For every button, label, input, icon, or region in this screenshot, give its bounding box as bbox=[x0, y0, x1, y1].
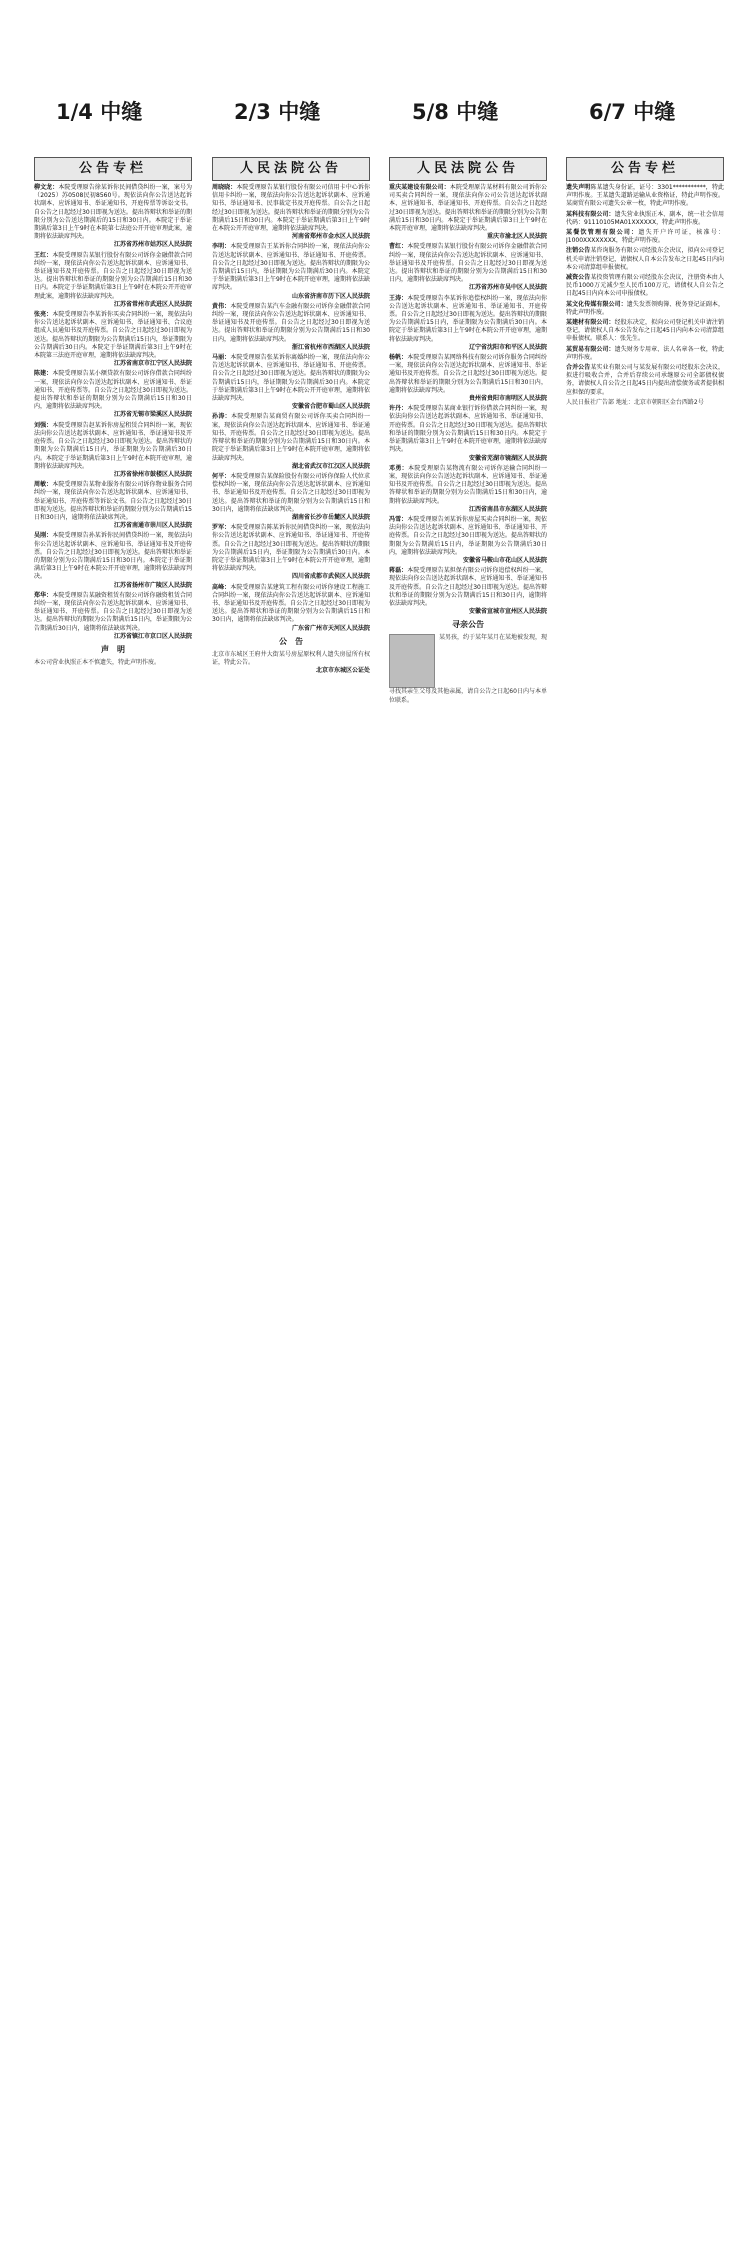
heading-col-1: 1/4 中缝 bbox=[56, 100, 143, 124]
notice-text: 陈某遗失身份证，证号：3301***********，特此声明作废。王某遗失道路运输从业资格证，特此声明作废。某商贸有限公司遗失公章一枚，特此声明作废。 bbox=[566, 184, 724, 208]
notice-court: 湖南省长沙市岳麓区人民法院 bbox=[291, 513, 370, 521]
notice-addressee: 冯雪： bbox=[389, 515, 408, 523]
notice-court: 安徽省芜湖市镜湖区人民法院 bbox=[468, 454, 547, 462]
notice-court: 湖北省武汉市江汉区人民法院 bbox=[291, 462, 370, 470]
notice-text: 本院受理原告孙某诉你民间借贷纠纷一案，现依法向你公告送达起诉状副本、应诉通知书、举证通知书及开庭传票。自公告之日起经过30日即视为送达。提出答辩状和举证的期限分别为公告期满后15日和30日内。本院定于举证期满后第3日上午9时在本院公开开庭审理，逾期将依法缺席判决。 bbox=[34, 532, 192, 581]
notice-entry bbox=[566, 274, 724, 299]
notice-addressee: 周晓晓： bbox=[212, 184, 237, 191]
notice-entry bbox=[212, 184, 370, 241]
notice-text: 本院受理原告赵某诉你房屋租赁合同纠纷一案，现依法向你公告送达起诉状副本、应诉通知书、举证通知书及开庭传票。自公告之日起经过30日即视为送达。提出答辩状的期限为公告期满后15日内，举证期限为公告期满后30日内。本院定于举证期满后第3日上午9时在本院开庭审理，逾期将依法缺席判决。 bbox=[34, 421, 192, 470]
notice-court: 安徽省马鞍山市花山区人民法院 bbox=[462, 556, 547, 564]
notice-entry bbox=[34, 481, 192, 530]
notice-text: 本院受理原告某银行股份有限公司信用卡中心诉你信用卡纠纷一案，现依法向你公告送达起诉状副本、应诉通知书、举证通知书、民事裁定书及开庭传票。自公告之日起经过30日即视为送达。提出答辩状和举证的期限分别为公告期满后15日和30日内。本院定于举证期满后第3日上午9时在本院公开开庭审理，逾期将依法缺席判决。 bbox=[212, 184, 370, 233]
heading-col-4: 6/7 中缝 bbox=[589, 100, 676, 124]
notice-text: 经股东决定，拟向公司登记机关申请注销登记，请债权人自本公告发布之日起45日内向本公司清算组申报债权。联系人：张先生。 bbox=[566, 319, 724, 343]
section-signature: 北京市东城区公证处 bbox=[315, 667, 370, 675]
notice-court: 重庆市渝北区人民法院 bbox=[486, 233, 547, 241]
notice-entry bbox=[212, 243, 370, 300]
notice-court: 贵州省贵阳市南明区人民法院 bbox=[468, 395, 547, 403]
column-title: 公告专栏 bbox=[566, 157, 724, 181]
notice-text: 本院受理原告某网络科技有限公司诉你服务合同纠纷一案，现依法向你公告送达起诉状副本、应诉通知书、举证通知书及开庭传票。自公告之日起经过30日即视为送达。提出答辩状和举证的期限分别为公告期满后15日和30日内，逾期将依法缺席判决。 bbox=[389, 354, 547, 394]
notice-text: 本院受理原告陈某诉你民间借贷纠纷一案，现依法向你公告送达起诉状副本、应诉通知书、举证通知书、开庭传票。自公告之日起经过30日即视为送达。提出答辩状的期限为公告期满后15日内，举证期限为公告期满后30日内。本院定于举证期满后第3日上午9时在本院公开开庭审理，逾期将依法缺席判决。 bbox=[212, 524, 370, 573]
notice-entry bbox=[34, 252, 192, 309]
notice-text: 本院受理原告李某诉你买卖合同纠纷一案，现依法向你公告送达起诉状副本、应诉通知书、举证通知书、合议庭组成人员通知书及开庭传票。自公告之日起经过30日即视为送达。提出答辩状的期限为公告期满后15日内，举证期限为公告期满后30日内。本院定于举证期满后第3日上午9时在本院第三法庭开庭审理，逾期将依法缺席判决。 bbox=[34, 311, 192, 360]
section-text: 北京市东城区王府井大街某号房屋原权利人遗失房屋所有权证，特此公告。 bbox=[212, 650, 370, 666]
notice-addressee: 王红： bbox=[34, 251, 53, 259]
notice-text: 本院受理原告某银行股份有限公司诉你金融借款合同纠纷一案，现依法向你公告送达起诉状副本、应诉通知书、举证通知书及开庭传票。自公告之日起经过30日即视为送达。提出答辩状和举证的期限分别为公告期满后15日和30日内，逾期将依法缺席判决。 bbox=[389, 243, 547, 284]
notice-addressee: 张亮： bbox=[34, 311, 53, 319]
notice-entry bbox=[389, 405, 547, 462]
notice-entry bbox=[34, 184, 192, 250]
notice-addressee: 重庆某建设有限公司： bbox=[389, 184, 450, 191]
notice-text: 本院受理原告某融资租赁有限公司诉你融资租赁合同纠纷一案，现依法向你公告送达起诉状副本、应诉通知书、举证通知书、开庭传票。自公告之日起经过30日即视为送达。提出答辩状的期限为公告期满后15日内，举证期限为公告期满后30日内，逾期将依法缺席判决。 bbox=[34, 591, 192, 632]
notice-text: 本院受理原告某商业银行诉你借款合同纠纷一案，现依法向你公告送达起诉状副本、应诉通知书、举证通知书、开庭传票。自公告之日起经过30日即视为送达。提出答辩状和举证的期限分别为公告期满后15日和30日内。本院定于举证期满后第3日上午9时在本院开庭审理，逾期将依法缺席判决。 bbox=[389, 405, 547, 454]
column-3 bbox=[389, 157, 547, 2245]
notice-court: 江苏省无锡市梁溪区人民法院 bbox=[113, 411, 192, 419]
column-2 bbox=[212, 157, 370, 2245]
notice-addressee: 某建材有限公司： bbox=[566, 319, 615, 327]
notice-addressee: 遗失声明 bbox=[566, 184, 591, 191]
heading-col-2: 2/3 中缝 bbox=[234, 100, 321, 124]
notice-text: 本院受理原告某小额贷款有限公司诉你借款合同纠纷一案，现依法向你公告送达起诉状副本、应诉通知书、举证通知书、开庭传票等。自公告之日起经过30日即视为送达。提出答辩状和举证的期限分别为公告期满后15日和30日内，逾期将依法缺席判决。 bbox=[34, 370, 192, 411]
notice-text: 某实业有限公司与某发展有限公司经股东会决议，拟进行吸收合并，合并后存续公司承继原公司全部债权债务，请债权人自公告之日起45日内提出清偿债务或者提供相应担保的要求。 bbox=[566, 364, 724, 396]
section-subheading: 声 明 bbox=[101, 644, 125, 654]
notice-entry bbox=[566, 184, 724, 209]
notice-addressee: 吴刚： bbox=[34, 532, 53, 540]
notice-text: 本院受理原告李某诉你追偿权纠纷一案，现依法向你公告送达起诉状副本、应诉通知书、举证通知书、开庭传票。自公告之日起经过30日即视为送达。提出答辩状的期限为公告期满后15日内，举证期限为公告期满后30日内。本院定于举证期满后第3日上午9时在本院公开开庭审理，逾期将依法缺席判决。 bbox=[389, 294, 547, 343]
notice-addressee: 柳文龙： bbox=[34, 184, 59, 191]
notice-entry bbox=[34, 311, 192, 368]
notice-addressee: 杨帆： bbox=[389, 354, 408, 362]
heading-col-3: 5/8 中缝 bbox=[412, 100, 499, 124]
notice-entry bbox=[566, 319, 724, 344]
notice-court: 浙江省杭州市西湖区人民法院 bbox=[291, 343, 370, 351]
notice-addressee: 马丽： bbox=[212, 354, 231, 362]
column-1 bbox=[34, 157, 192, 2245]
notice-addressee: 某科技有限公司： bbox=[566, 210, 615, 218]
column-title: 人民法院公告 bbox=[212, 157, 370, 181]
notice-court: 江苏省镇江市京口区人民法院 bbox=[113, 632, 192, 640]
notice-addressee: 罗军： bbox=[212, 524, 231, 532]
notice-entry bbox=[566, 211, 724, 227]
notice-entry bbox=[34, 422, 192, 479]
notice-addressee: 李明： bbox=[212, 243, 231, 251]
notice-text: 本院受理原告某保险股份有限公司诉你保险人代位求偿权纠纷一案，现依法向你公告送达起诉状副本、应诉通知书、举证通知书及开庭传票。自公告之日起经过30日即视为送达。提出答辩状和举证的期限分别为公告期满后15日和30日内，逾期将依法缺席判决。 bbox=[212, 472, 370, 513]
notice-court: 辽宁省沈阳市和平区人民法院 bbox=[468, 343, 547, 351]
notice-addressee: 曹红： bbox=[389, 243, 408, 251]
column-title: 公告专栏 bbox=[34, 157, 192, 181]
notice-text: 本院受理原告徐某诉你民间借贷纠纷一案，案号为（2025）苏0508民初8560号。现依法向你公告送达起诉状副本、应诉通知书、举证通知书、开庭传票等诉讼文书。自公告之日起经过30日即视为送达。提出答辩状和举证的期限分别为公告送达期满后的15日和30日内。本院定于举证期满后第3日上午9时在本院第七法庭公开开庭审理此案，逾期将依法缺席判决。 bbox=[34, 184, 192, 241]
notice-court: 江苏省南通市崇川区人民法院 bbox=[113, 522, 192, 530]
notice-entry bbox=[566, 229, 724, 245]
notice-entry bbox=[566, 247, 724, 272]
notice-court: 四川省成都市武侯区人民法院 bbox=[291, 573, 370, 581]
column-title: 人民法院公告 bbox=[389, 157, 547, 181]
section-subheading: 公 告 bbox=[279, 636, 303, 646]
notice-court: 江苏省苏州市吴中区人民法院 bbox=[468, 284, 547, 292]
notice-entry bbox=[389, 354, 547, 403]
notice-entry bbox=[389, 567, 547, 616]
notice-addressee: 某贸易有限公司： bbox=[566, 345, 615, 353]
notice-text: 本院受理原告某物流有限公司诉你运输合同纠纷一案，现依法向你公告送达起诉状副本、应诉通知书、举证通知书及开庭传票。自公告之日起经过30日即视为送达。提出答辩状和举证的期限分别为公告期满后15日和30日内，逾期将依法缺席判决。 bbox=[389, 464, 547, 505]
notice-court: 江苏省南京市江宁区人民法院 bbox=[113, 360, 192, 368]
notice-text: 本院受理原告某商贸有限公司诉你买卖合同纠纷一案，现依法向你公告送达起诉状副本、应诉通知书、举证通知书、开庭传票。自公告之日起经过30日即视为送达。提出答辩状和举证的期限分别为公告期满后15日和30日内。本院定于举证期满后第3日上午9时在本院开庭审理，逾期将依法缺席判决。 bbox=[212, 413, 370, 462]
notice-addressee: 陈建： bbox=[34, 370, 53, 378]
notice-court: 江苏省扬州市广陵区人民法院 bbox=[113, 581, 192, 589]
notice-text: 本院受理原告刘某诉你房屋买卖合同纠纷一案，现依法向你公告送达起诉状副本、应诉通知书、举证通知书、开庭传票。自公告之日起经过30日即视为送达。提出答辩状的期限为公告期满后15日内，举证期限为公告期满后30日内，逾期将依法缺席判决。 bbox=[389, 515, 547, 556]
person-photo bbox=[389, 634, 435, 688]
notice-court: 江苏省常州市武进区人民法院 bbox=[113, 300, 192, 308]
notice-entry bbox=[34, 532, 192, 589]
notice-entry bbox=[212, 354, 370, 411]
notice-addressee: 何平： bbox=[212, 472, 231, 480]
notice-text: 某投资管理有限公司经股东会决议，注册资本由人民币1000万元减少至人民币100万元，请债权人自公告之日起45日内向本公司申报债权。 bbox=[566, 274, 724, 298]
notice-addressee: 蒋磊： bbox=[389, 567, 408, 575]
notice-entry bbox=[566, 364, 724, 397]
column-body bbox=[34, 181, 192, 667]
notice-court: 安徽省合肥市蜀山区人民法院 bbox=[291, 403, 370, 411]
notice-entry bbox=[212, 584, 370, 633]
notice-text: 遗失开户许可证，核准号：J1000XXXXXXXX，特此声明作废。 bbox=[566, 229, 724, 245]
notice-addressee: 郑华： bbox=[34, 591, 53, 599]
notice-addressee: 某文化传媒有限公司： bbox=[566, 300, 627, 308]
notice-text: 遗失营业执照正本、副本，统一社会信用代码：91110105MA01XXXXXX，特此声明作废。 bbox=[566, 210, 724, 226]
column-body bbox=[212, 181, 370, 675]
notice-text: 本院受理原告某材料有限公司诉你公司买卖合同纠纷一案，现依法向你公司公告送达起诉状副本、应诉通知书、举证通知书、开庭传票。自公告之日起经过30日即视为送达。提出答辩状和举证的期限分别为公告期满后15日和30日内。本院定于举证期满后第3日上午9时在本院开庭审理，逾期将依法缺席判决。 bbox=[389, 184, 547, 233]
column-4 bbox=[566, 157, 724, 2245]
notice-entry bbox=[566, 346, 724, 362]
notice-addressee: 邓勇： bbox=[389, 464, 408, 472]
notice-entry bbox=[212, 413, 370, 470]
notice-text: 本院受理原告某建筑工程有限公司诉你建设工程施工合同纠纷一案，现依法向你公告送达起诉状副本、应诉通知书、举证通知书及开庭传票。自公告之日起经过30日即视为送达。提出答辩状和举证的期限分别为公告期满后15日和30日内，逾期将依法缺席判决。 bbox=[212, 583, 370, 624]
notice-text: 本院受理原告某汽车金融有限公司诉你金融借款合同纠纷一案，现依法向你公告送达起诉状副本、应诉通知书、举证通知书及开庭传票。自公告之日起经过30日即视为送达。提出答辩状和举证的期限分别为公告期满后15日和30日内，逾期将依法缺席判决。 bbox=[212, 302, 370, 343]
notice-addressee: 孙涛： bbox=[212, 413, 231, 421]
notice-court: 江苏省徐州市鼓楼区人民法院 bbox=[113, 470, 192, 478]
notice-text: 遗失财务专用章、法人名章各一枚，特此声明作废。 bbox=[566, 345, 724, 361]
notice-court: 江西省南昌市东湖区人民法院 bbox=[468, 505, 547, 513]
notice-entry bbox=[389, 465, 547, 514]
notice-addressee: 周敏： bbox=[34, 481, 53, 489]
column-body bbox=[566, 181, 724, 407]
notice-entry bbox=[212, 524, 370, 581]
notice-addressee: 合并公告 bbox=[566, 364, 591, 372]
notice-text: 本院受理原告某担保有限公司诉你追偿权纠纷一案，现依法向你公告送达起诉状副本、应诉通知书、举证通知书及开庭传票。自公告之日起经过30日即视为送达。提出答辩状和举证的期限分别为公告期满后15日和30日内，逾期将依法缺席判决。 bbox=[389, 567, 547, 607]
notice-text: 本院受理原告王某诉你合同纠纷一案，现依法向你公告送达起诉状副本、应诉通知书、举证通知书、开庭传票。自公告之日起经过30日即视为送达。提出答辩状的期限为公告期满后15日内，举证期限为公告期满后30日内。本院定于举证期满后第3日上午9时在本院开庭审理，逾期将依法缺席判决。 bbox=[212, 243, 370, 292]
notice-addressee: 黄伟： bbox=[212, 302, 231, 310]
notice-addressee: 某餐饮管理有限公司： bbox=[566, 229, 639, 237]
section-text: 人民日报社广告部 地址：北京市朝阳区金台西路2号 bbox=[566, 398, 704, 406]
notice-addressee: 许丹： bbox=[389, 405, 408, 413]
notice-addressee: 刘强： bbox=[34, 421, 53, 429]
notice-court: 山东省济南市历下区人民法院 bbox=[291, 292, 370, 300]
notice-entry bbox=[34, 592, 192, 641]
notice-text: 本院受理原告某物业服务有限公司诉你物业服务合同纠纷一案，现依法向你公告送达起诉状副本、应诉通知书、举证通知书、开庭传票等诉讼文书。自公告之日起经过30日即视为送达。提出答辩状和举证的期限分别为公告期满后15日和30日内，逾期将依法缺席判决。 bbox=[34, 481, 192, 521]
notice-entry bbox=[212, 303, 370, 352]
notice-text: 遗失发票领购簿、税务登记证副本，特此声明作废。 bbox=[566, 300, 724, 316]
notice-court: 江苏省苏州市姑苏区人民法院 bbox=[113, 241, 192, 249]
notice-court: 河南省郑州市金水区人民法院 bbox=[291, 233, 370, 241]
notice-entry bbox=[34, 370, 192, 419]
notice-court: 广东省广州市天河区人民法院 bbox=[291, 624, 370, 632]
notice-addressee: 减资公告 bbox=[566, 274, 591, 282]
section-subheading: 寻亲公告 bbox=[452, 620, 484, 630]
notice-entry bbox=[389, 243, 547, 292]
notice-text: 本院受理原告张某诉你离婚纠纷一案，现依法向你公告送达起诉状副本、应诉通知书、举证通知书、开庭传票。自公告之日起经过30日即视为送达。提出答辩状的期限为公告期满后15日内，举证期限为公告期满后30日内。本院定于举证期满后第3日上午9时在本院公开开庭审理，逾期将依法缺席判决。 bbox=[212, 354, 370, 403]
column-body bbox=[389, 181, 547, 705]
notice-addressee: 注销公告 bbox=[566, 247, 591, 255]
notice-addressee: 高峰： bbox=[212, 583, 231, 591]
notice-entry bbox=[389, 184, 547, 241]
notice-text: 本院受理原告某银行股份有限公司诉你金融借款合同纠纷一案，现依法向你公告送达起诉状副本、应诉通知书、举证通知书及开庭传票。自公告之日起经过30日即视为送达。提出答辩状和举证的期限分别为公告期满后15日和30日内。本院定于举证期满后第3日上午9时在本院公开开庭审理此案，逾期将依法缺席判决。 bbox=[34, 251, 192, 300]
section-text: 某男孩，约于某年某月在某地被发现，现寻找其亲生父母及其他亲属，请自公告之日起60日内与本单位联系。 bbox=[389, 634, 547, 704]
notice-entry bbox=[212, 473, 370, 522]
notice-entry bbox=[566, 301, 724, 317]
notice-addressee: 王涛： bbox=[389, 294, 408, 302]
notice-text: 某咨询服务有限公司经股东会决议，拟向公司登记机关申请注销登记，请债权人自本公告发布之日起45日内向本公司清算组申报债权。 bbox=[566, 247, 724, 271]
notice-entry bbox=[389, 295, 547, 352]
notice-entry bbox=[389, 516, 547, 565]
section-text: 本公司营业执照正本不慎遗失，特此声明作废。 bbox=[34, 658, 161, 666]
notice-court: 安徽省宣城市宣州区人民法院 bbox=[468, 608, 547, 616]
